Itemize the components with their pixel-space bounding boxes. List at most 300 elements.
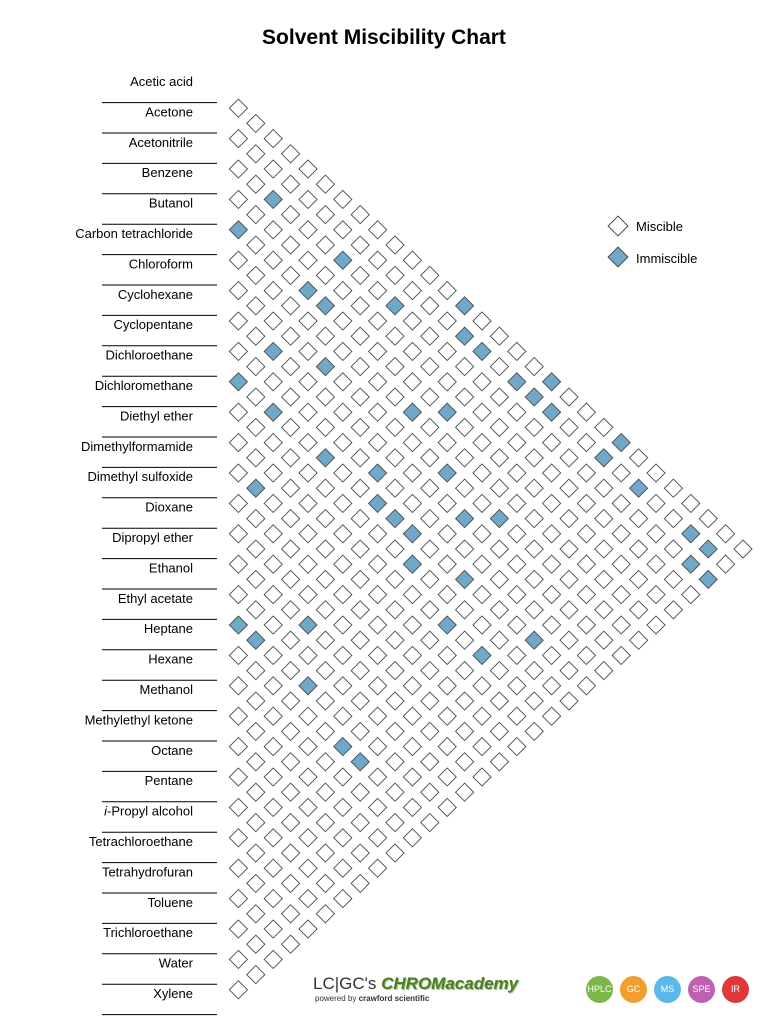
cell-tetrahydrofuran-x-butanol xyxy=(595,540,613,558)
cell-dichloroethane-x-butanol xyxy=(299,282,317,300)
cell-trichloroethane-x-acetic-acid xyxy=(699,510,717,528)
cell-ethanol-x-chloroform xyxy=(386,418,404,436)
cell-octane-x-acetone xyxy=(577,434,595,452)
cell-cyclopentane-x-benzene xyxy=(299,251,317,269)
cell-cyclohexane-x-acetonitrile xyxy=(299,221,317,239)
cell-trichloroethane-x-acetonitrile xyxy=(664,540,682,558)
cell-pentane-x-acetonitrile xyxy=(577,464,595,482)
cell-trichloroethane-x-pentane xyxy=(299,859,317,877)
cell-methylethyl-ketone-x-cyclohexane xyxy=(456,510,474,528)
cell-water-x-dimethylformamide xyxy=(508,707,526,725)
cell-heptane-x-dichloromethane xyxy=(351,510,369,528)
cell-methylethyl-ketone-x-carbon-tetrachloride xyxy=(490,479,508,497)
solvent-label-water: Water xyxy=(158,955,193,971)
cell-dichloroethane-x-acetonitrile xyxy=(334,251,352,269)
cell-octane-x-acetic-acid xyxy=(595,418,613,436)
cell-i-propyl-alcohol-x-chloroform xyxy=(525,540,543,558)
cell-methylethyl-ketone-x-dimethylformamide xyxy=(369,586,387,604)
cell-pentane-x-ethanol xyxy=(334,677,352,695)
solvent-label-diethyl-ether: Diethyl ether xyxy=(120,408,193,424)
cell-methylethyl-ketone-x-ethyl-acetate xyxy=(282,662,300,680)
cell-trichloroethane-x-butanol xyxy=(630,570,648,588)
cell-chloroform-x-benzene xyxy=(264,221,282,239)
cell-dimethyl-sulfoxide-x-chloroform xyxy=(334,373,352,391)
cell-ethyl-acetate-x-diethyl-ether xyxy=(316,510,334,528)
cell-octane-x-dioxane xyxy=(351,631,369,649)
cell-octane-x-benzene xyxy=(543,464,561,482)
cell-ethyl-acetate-x-acetone xyxy=(490,358,508,376)
cell-chloroform-x-carbon-tetrachloride xyxy=(229,251,247,269)
solvent-label-dimethyl-sulfoxide: Dimethyl sulfoxide xyxy=(87,469,193,485)
cell-methylethyl-ketone-x-chloroform xyxy=(473,494,491,512)
cell-pentane-x-diethyl-ether xyxy=(421,601,439,619)
solvent-label-dichloroethane: Dichloroethane xyxy=(105,347,193,363)
cell-ethyl-acetate-x-cyclopentane xyxy=(369,464,387,482)
cell-i-propyl-alcohol-x-cyclopentane xyxy=(490,570,508,588)
cell-dioxane-x-diethyl-ether xyxy=(264,464,282,482)
cell-xylene-x-i-propyl-alcohol xyxy=(316,905,334,923)
cell-methanol-x-heptane xyxy=(247,662,265,680)
cell-tetrahydrofuran-x-ethyl-acetate xyxy=(369,738,387,756)
cell-methanol-x-dipropyl-ether xyxy=(299,616,317,634)
cell-dichloromethane-x-chloroform xyxy=(282,327,300,345)
cell-methanol-x-acetone xyxy=(543,403,561,421)
cell-hexane-x-diethyl-ether xyxy=(351,540,369,558)
cell-water-x-toluene xyxy=(247,935,265,953)
cell-toluene-x-hexane xyxy=(351,783,369,801)
cell-i-propyl-alcohol-x-heptane xyxy=(316,722,334,740)
cell-toluene-x-acetonitrile xyxy=(647,525,665,543)
cell-methylethyl-ketone-x-methanol xyxy=(229,707,247,725)
cell-hexane-x-ethyl-acetate xyxy=(247,631,265,649)
cell-carbon-tetrachloride-x-acetonitrile xyxy=(264,190,282,208)
cell-xylene-x-acetone xyxy=(717,555,735,573)
cell-dioxane-x-butanol xyxy=(386,358,404,376)
cell-methanol-x-butanol xyxy=(490,449,508,467)
cell-heptane-x-ethanol xyxy=(247,601,265,619)
cell-tetrahydrofuran-x-acetonitrile xyxy=(630,510,648,528)
solvent-label-methanol: Methanol xyxy=(139,682,193,697)
cell-tetrachloroethane-x-ethanol xyxy=(369,707,387,725)
cell-octane-x-dimethylformamide xyxy=(386,601,404,619)
cell-toluene-x-heptane xyxy=(369,768,387,786)
cell-cyclohexane-x-acetic-acid xyxy=(334,190,352,208)
cell-i-propyl-alcohol-x-acetonitrile xyxy=(595,479,613,497)
cell-pentane-x-dichloroethane xyxy=(456,570,474,588)
cell-tetrahydrofuran-x-chloroform xyxy=(560,570,578,588)
cell-water-x-hexane xyxy=(386,814,404,832)
cell-octane-x-cyclohexane xyxy=(473,525,491,543)
cell-trichloroethane-x-heptane xyxy=(386,783,404,801)
cell-xylene-x-toluene xyxy=(264,950,282,968)
cell-diethyl-ether-x-acetic-acid xyxy=(403,251,421,269)
cell-water-x-methylethyl-ketone xyxy=(351,844,369,862)
cell-methanol-x-cyclopentane xyxy=(421,510,439,528)
cell-toluene-x-dimethyl-sulfoxide xyxy=(456,692,474,710)
cell-methanol-x-ethanol xyxy=(282,631,300,649)
solvent-label-pentane: Pentane xyxy=(144,773,193,789)
cell-octane-x-dipropyl-ether xyxy=(334,646,352,664)
cell-ethanol-x-acetone xyxy=(473,342,491,360)
cell-tetrahydrofuran-x-methylethyl-ketone xyxy=(299,798,317,816)
cell-i-propyl-alcohol-x-pentane xyxy=(229,798,247,816)
cell-pentane-x-chloroform xyxy=(508,525,526,543)
cell-xylene-x-dimethyl-sulfoxide xyxy=(508,738,526,756)
cell-xylene-x-cyclohexane xyxy=(612,646,630,664)
cell-dioxane-x-dimethylformamide xyxy=(247,479,265,497)
cell-octane-x-hexane xyxy=(264,707,282,725)
cell-dimethylformamide-x-butanol xyxy=(351,327,369,345)
solvent-label-tetrahydrofuran: Tetrahydrofuran xyxy=(101,864,193,880)
cell-i-propyl-alcohol-x-acetic-acid xyxy=(630,449,648,467)
cell-dipropyl-ether-x-chloroform xyxy=(369,403,387,421)
cell-dipropyl-ether-x-acetic-acid xyxy=(473,312,491,330)
cell-heptane-x-dichloroethane xyxy=(369,494,387,512)
cell-tetrachloroethane-x-cyclopentane xyxy=(508,586,526,604)
cell-octane-x-acetonitrile xyxy=(560,449,578,467)
cell-trichloroethane-x-carbon-tetrachloride xyxy=(612,586,630,604)
cell-dioxane-x-dichloroethane xyxy=(299,434,317,452)
cell-methanol-x-diethyl-ether xyxy=(369,555,387,573)
cell-pentane-x-ethyl-acetate xyxy=(316,692,334,710)
cell-octane-x-butanol xyxy=(525,479,543,497)
solvent-label-dimethylformamide: Dimethylformamide xyxy=(81,438,193,454)
cell-ethyl-acetate-x-dichloroethane xyxy=(351,479,369,497)
cell-trichloroethane-x-toluene xyxy=(229,920,247,938)
solvent-label-dioxane: Dioxane xyxy=(145,499,193,515)
cell-dimethylformamide-x-cyclopentane xyxy=(282,388,300,406)
cell-tetrachloroethane-x-benzene xyxy=(595,510,613,528)
cell-acetonitrile-x-acetic-acid xyxy=(247,114,265,132)
cell-tetrahydrofuran-x-dimethyl-sulfoxide xyxy=(438,677,456,695)
cell-toluene-x-ethanol xyxy=(403,738,421,756)
cell-water-x-butanol xyxy=(647,586,665,604)
cell-trichloroethane-x-tetrachloroethane xyxy=(264,890,282,908)
cell-chloroform-x-acetonitrile xyxy=(282,206,300,224)
cell-dimethyl-sulfoxide-x-cyclopentane xyxy=(299,403,317,421)
cell-trichloroethane-x-hexane xyxy=(369,798,387,816)
cell-toluene-x-dipropyl-ether xyxy=(421,722,439,740)
cell-octane-x-ethyl-acetate xyxy=(299,677,317,695)
solvent-label-tetrachloroethane: Tetrachloroethane xyxy=(88,834,193,849)
cell-octane-x-ethanol xyxy=(316,662,334,680)
cell-tetrahydrofuran-x-methanol xyxy=(316,783,334,801)
cell-heptane-x-carbon-tetrachloride xyxy=(438,434,456,452)
cell-water-x-acetic-acid xyxy=(717,525,735,543)
cell-i-propyl-alcohol-x-acetone xyxy=(612,464,630,482)
cell-heptane-x-dipropyl-ether xyxy=(264,586,282,604)
cell-water-x-acetonitrile xyxy=(682,555,700,573)
cell-dimethyl-sulfoxide-x-benzene xyxy=(386,327,404,345)
cell-toluene-x-methylethyl-ketone xyxy=(316,814,334,832)
cell-ethyl-acetate-x-dimethylformamide xyxy=(299,525,317,543)
cell-methanol-x-acetonitrile xyxy=(525,418,543,436)
cell-trichloroethane-x-dioxane xyxy=(456,722,474,740)
cell-ethanol-x-acetic-acid xyxy=(490,327,508,345)
logo-brand-text: crawford scientific xyxy=(358,994,430,1003)
cell-i-propyl-alcohol-x-cyclohexane xyxy=(508,555,526,573)
cell-trichloroethane-x-cyclopentane xyxy=(560,631,578,649)
cell-acetonitrile-x-acetone xyxy=(229,130,247,148)
solvent-label-carbon-tetrachloride: Carbon tetrachloride xyxy=(75,226,193,241)
cell-tetrachloroethane-x-acetone xyxy=(630,479,648,497)
solvent-label-cyclopentane: Cyclopentane xyxy=(113,317,193,333)
cell-dichloromethane-x-butanol xyxy=(316,297,334,315)
cell-methylethyl-ketone-x-heptane xyxy=(264,677,282,695)
cell-methylethyl-ketone-x-dichloromethane xyxy=(403,555,421,573)
cell-water-x-cyclopentane xyxy=(577,646,595,664)
cell-tetrachloroethane-x-methanol xyxy=(299,768,317,786)
cell-octane-x-diethyl-ether xyxy=(403,586,421,604)
badge-gc: GC xyxy=(620,976,647,1003)
solvent-label-ethanol: Ethanol xyxy=(148,560,193,576)
cell-hexane-x-dimethyl-sulfoxide xyxy=(316,570,334,588)
cell-dipropyl-ether-x-diethyl-ether xyxy=(282,479,300,497)
cell-dipropyl-ether-x-carbon-tetrachloride xyxy=(386,388,404,406)
cell-water-x-chloroform xyxy=(612,616,630,634)
cell-hexane-x-heptane xyxy=(229,646,247,664)
cell-trichloroethane-x-ethyl-acetate xyxy=(403,768,421,786)
cell-dipropyl-ether-x-acetone xyxy=(456,327,474,345)
cell-ethanol-x-acetonitrile xyxy=(456,358,474,376)
cell-dichloroethane-x-chloroform xyxy=(264,312,282,330)
cell-tetrahydrofuran-x-dichloroethane xyxy=(508,616,526,634)
cell-i-propyl-alcohol-x-ethyl-acetate xyxy=(334,707,352,725)
cell-hexane-x-chloroform xyxy=(438,464,456,482)
cell-water-x-tetrahydrofuran xyxy=(264,920,282,938)
cell-dimethyl-sulfoxide-x-acetic-acid xyxy=(438,282,456,300)
cell-cyclopentane-x-butanol xyxy=(282,266,300,284)
cell-dipropyl-ether-x-dioxane xyxy=(229,525,247,543)
cell-pentane-x-methanol xyxy=(264,738,282,756)
cell-methanol-x-acetic-acid xyxy=(560,388,578,406)
cell-water-x-diethyl-ether xyxy=(525,692,543,710)
cell-dioxane-x-carbon-tetrachloride xyxy=(369,373,387,391)
cell-i-propyl-alcohol-x-carbon-tetrachloride xyxy=(543,525,561,543)
cell-dioxane-x-dichloromethane xyxy=(282,449,300,467)
cell-chloroform-x-butanol xyxy=(247,236,265,254)
cell-tetrahydrofuran-x-diethyl-ether xyxy=(473,646,491,664)
cell-i-propyl-alcohol-x-dipropyl-ether xyxy=(369,677,387,695)
cell-diethyl-ether-x-dichloroethane xyxy=(247,388,265,406)
cell-cyclohexane-x-acetone xyxy=(316,206,334,224)
cell-tetrahydrofuran-x-cyclohexane xyxy=(543,586,561,604)
cell-diethyl-ether-x-benzene xyxy=(351,297,369,315)
cell-octane-x-dichloroethane xyxy=(438,555,456,573)
cell-water-x-tetrachloroethane xyxy=(282,905,300,923)
cell-trichloroethane-x-chloroform xyxy=(595,601,613,619)
cell-tetrahydrofuran-x-acetone xyxy=(647,494,665,512)
cell-ethanol-x-dipropyl-ether xyxy=(229,555,247,573)
cell-trichloroethane-x-methylethyl-ketone xyxy=(334,829,352,847)
cell-heptane-x-dimethylformamide xyxy=(316,540,334,558)
cell-tetrachloroethane-x-i-propyl-alcohol xyxy=(229,829,247,847)
cell-i-propyl-alcohol-x-dimethyl-sulfoxide xyxy=(403,646,421,664)
cell-toluene-x-benzene xyxy=(630,540,648,558)
cell-tetrachloroethane-x-pentane xyxy=(247,814,265,832)
cell-xylene-x-tetrachloroethane xyxy=(299,920,317,938)
cell-toluene-x-cyclopentane xyxy=(543,616,561,634)
cell-toluene-x-tetrahydrofuran xyxy=(229,890,247,908)
solvent-label-ethyl-acetate: Ethyl acetate xyxy=(117,590,193,606)
solvent-label-trichloroethane: Trichloroethane xyxy=(103,925,193,941)
cell-water-x-i-propyl-alcohol xyxy=(299,890,317,908)
cell-xylene-x-diethyl-ether xyxy=(543,707,561,725)
cell-pentane-x-methylethyl-ketone xyxy=(247,753,265,771)
cell-i-propyl-alcohol-x-methanol xyxy=(282,753,300,771)
cell-trichloroethane-x-benzene xyxy=(647,555,665,573)
cell-trichloroethane-x-dichloroethane xyxy=(543,646,561,664)
badge-hplc: HPLC xyxy=(586,976,613,1003)
badge-ms: MS xyxy=(654,976,681,1003)
cell-tetrahydrofuran-x-dipropyl-ether xyxy=(403,707,421,725)
cell-diethyl-ether-x-chloroform xyxy=(299,342,317,360)
solvent-label-chloroform: Chloroform xyxy=(128,256,193,272)
cell-ethyl-acetate-x-chloroform xyxy=(403,434,421,452)
cell-xylene-x-ethyl-acetate xyxy=(438,798,456,816)
cell-dipropyl-ether-x-acetonitrile xyxy=(438,342,456,360)
cell-xylene-x-hexane xyxy=(403,829,421,847)
cell-hexane-x-acetone xyxy=(525,388,543,406)
cell-toluene-x-methanol xyxy=(334,798,352,816)
cell-butanol-x-benzene xyxy=(229,190,247,208)
cell-xylene-x-chloroform xyxy=(630,631,648,649)
cell-dichloromethane-x-carbon-tetrachloride xyxy=(299,312,317,330)
cell-methylethyl-ketone-x-benzene xyxy=(525,449,543,467)
cell-cyclohexane-x-benzene xyxy=(282,236,300,254)
cell-ethanol-x-dichloromethane xyxy=(316,479,334,497)
chromacademy-logo xyxy=(313,974,519,1010)
cell-dioxane-x-benzene xyxy=(403,342,421,360)
cell-pentane-x-dichloromethane xyxy=(438,586,456,604)
cell-octane-x-heptane xyxy=(282,692,300,710)
cell-water-x-dimethyl-sulfoxide xyxy=(490,722,508,740)
cell-diethyl-ether-x-cyclohexane xyxy=(282,358,300,376)
solvent-label-methylethyl-ketone: Methylethyl ketone xyxy=(84,712,193,728)
cell-toluene-x-ethyl-acetate xyxy=(386,753,404,771)
cell-toluene-x-diethyl-ether xyxy=(490,662,508,680)
cell-dichloroethane-x-cyclopentane xyxy=(229,342,247,360)
cell-heptane-x-acetone xyxy=(508,373,526,391)
cell-i-propyl-alcohol-x-dichloroethane xyxy=(473,586,491,604)
cell-xylene-x-butanol xyxy=(664,601,682,619)
cell-xylene-x-benzene xyxy=(682,586,700,604)
cell-xylene-x-dichloromethane xyxy=(560,692,578,710)
cell-tetrachloroethane-x-dimethyl-sulfoxide xyxy=(421,662,439,680)
cell-water-x-cyclohexane xyxy=(595,631,613,649)
cell-dimethyl-sulfoxide-x-dichloroethane xyxy=(282,418,300,436)
logo-lc-text: LC|GC's xyxy=(313,974,382,993)
cell-i-propyl-alcohol-x-ethanol xyxy=(351,692,369,710)
cell-methylethyl-ketone-x-hexane xyxy=(247,692,265,710)
cell-dichloromethane-x-cyclopentane xyxy=(247,358,265,376)
cell-ethanol-x-cyclohexane xyxy=(369,434,387,452)
cell-ethyl-acetate-x-carbon-tetrachloride xyxy=(421,418,439,436)
cell-dioxane-x-cyclopentane xyxy=(316,418,334,436)
cell-trichloroethane-x-dimethyl-sulfoxide xyxy=(473,707,491,725)
legend-immiscible-label: Immiscible xyxy=(636,251,698,266)
cell-cyclohexane-x-chloroform xyxy=(229,282,247,300)
cell-ethyl-acetate-x-cyclohexane xyxy=(386,449,404,467)
cell-xylene-x-tetrahydrofuran xyxy=(282,935,300,953)
cell-butanol-x-acetonitrile xyxy=(247,175,265,193)
solvent-label-acetonitrile: Acetonitrile xyxy=(128,134,193,150)
cell-dimethylformamide-x-chloroform xyxy=(316,358,334,376)
cell-i-propyl-alcohol-x-diethyl-ether xyxy=(438,616,456,634)
cell-i-propyl-alcohol-x-methylethyl-ketone xyxy=(264,768,282,786)
cell-methylethyl-ketone-x-acetone xyxy=(560,418,578,436)
solvent-label-i-propyl-alcohol: i-Propyl alcohol xyxy=(104,803,193,819)
cell-cyclopentane-x-cyclohexane xyxy=(229,312,247,330)
cell-pentane-x-benzene xyxy=(560,479,578,497)
cell-tetrachloroethane-x-diethyl-ether xyxy=(456,631,474,649)
cell-carbon-tetrachloride-x-acetone xyxy=(282,175,300,193)
cell-tetrahydrofuran-x-cyclopentane xyxy=(525,601,543,619)
cell-dichloroethane-x-acetone xyxy=(351,236,369,254)
cell-tetrahydrofuran-x-dioxane xyxy=(421,692,439,710)
cell-dichloroethane-x-acetic-acid xyxy=(369,221,387,239)
logo-powered-text: powered by xyxy=(315,994,359,1003)
cell-ethanol-x-dimethyl-sulfoxide xyxy=(264,525,282,543)
solvent-label-cyclohexane: Cyclohexane xyxy=(117,286,193,302)
cell-dichloromethane-x-acetonitrile xyxy=(351,266,369,284)
solvent-label-acetic-acid: Acetic acid xyxy=(130,74,193,89)
cell-i-propyl-alcohol-x-dichloromethane xyxy=(456,601,474,619)
cell-carbon-tetrachloride-x-butanol xyxy=(229,221,247,239)
cell-methanol-x-dimethylformamide xyxy=(351,570,369,588)
solvent-label-butanol: Butanol xyxy=(148,195,193,211)
cell-methanol-x-benzene xyxy=(508,434,526,452)
cell-toluene-x-pentane xyxy=(282,844,300,862)
cell-tetrachloroethane-x-heptane xyxy=(334,738,352,756)
solvent-label-dipropyl-ether: Dipropyl ether xyxy=(112,530,193,545)
cell-ethyl-acetate-x-dimethyl-sulfoxide xyxy=(282,540,300,558)
cell-toluene-x-carbon-tetrachloride xyxy=(595,570,613,588)
cell-benzene-x-acetone xyxy=(247,145,265,163)
cell-xylene-x-acetic-acid xyxy=(734,540,752,558)
cell-ethyl-acetate-x-ethanol xyxy=(229,586,247,604)
cell-acetone-x-acetic-acid xyxy=(229,99,247,117)
cell-dioxane-x-acetone xyxy=(438,312,456,330)
cell-pentane-x-dioxane xyxy=(369,646,387,664)
cell-ethanol-x-carbon-tetrachloride xyxy=(403,403,421,421)
cell-xylene-x-methylethyl-ketone xyxy=(369,859,387,877)
cell-dipropyl-ether-x-dimethyl-sulfoxide xyxy=(247,510,265,528)
cell-toluene-x-i-propyl-alcohol xyxy=(264,859,282,877)
cell-dimethyl-sulfoxide-x-acetonitrile xyxy=(403,312,421,330)
cell-toluene-x-dichloroethane xyxy=(525,631,543,649)
cell-octane-x-carbon-tetrachloride xyxy=(508,494,526,512)
cell-butanol-x-acetone xyxy=(264,160,282,178)
cell-pentane-x-dimethylformamide xyxy=(403,616,421,634)
cell-ethanol-x-diethyl-ether xyxy=(299,494,317,512)
cell-xylene-x-dipropyl-ether xyxy=(473,768,491,786)
cell-benzene-x-acetonitrile xyxy=(229,160,247,178)
legend-miscible-swatch xyxy=(608,216,628,236)
cell-cyclohexane-x-carbon-tetrachloride xyxy=(247,266,265,284)
cell-heptane-x-acetonitrile xyxy=(490,388,508,406)
cell-hexane-x-butanol xyxy=(473,434,491,452)
cell-methylethyl-ketone-x-diethyl-ether xyxy=(386,570,404,588)
cell-methylethyl-ketone-x-dipropyl-ether xyxy=(316,631,334,649)
cell-tetrachloroethane-x-chloroform xyxy=(543,555,561,573)
cell-heptane-x-chloroform xyxy=(421,449,439,467)
cell-heptane-x-ethyl-acetate xyxy=(229,616,247,634)
cell-trichloroethane-x-acetone xyxy=(682,525,700,543)
cell-xylene-x-dimethylformamide xyxy=(525,722,543,740)
solvent-labels xyxy=(75,74,217,1015)
cell-methylethyl-ketone-x-ethanol xyxy=(299,646,317,664)
